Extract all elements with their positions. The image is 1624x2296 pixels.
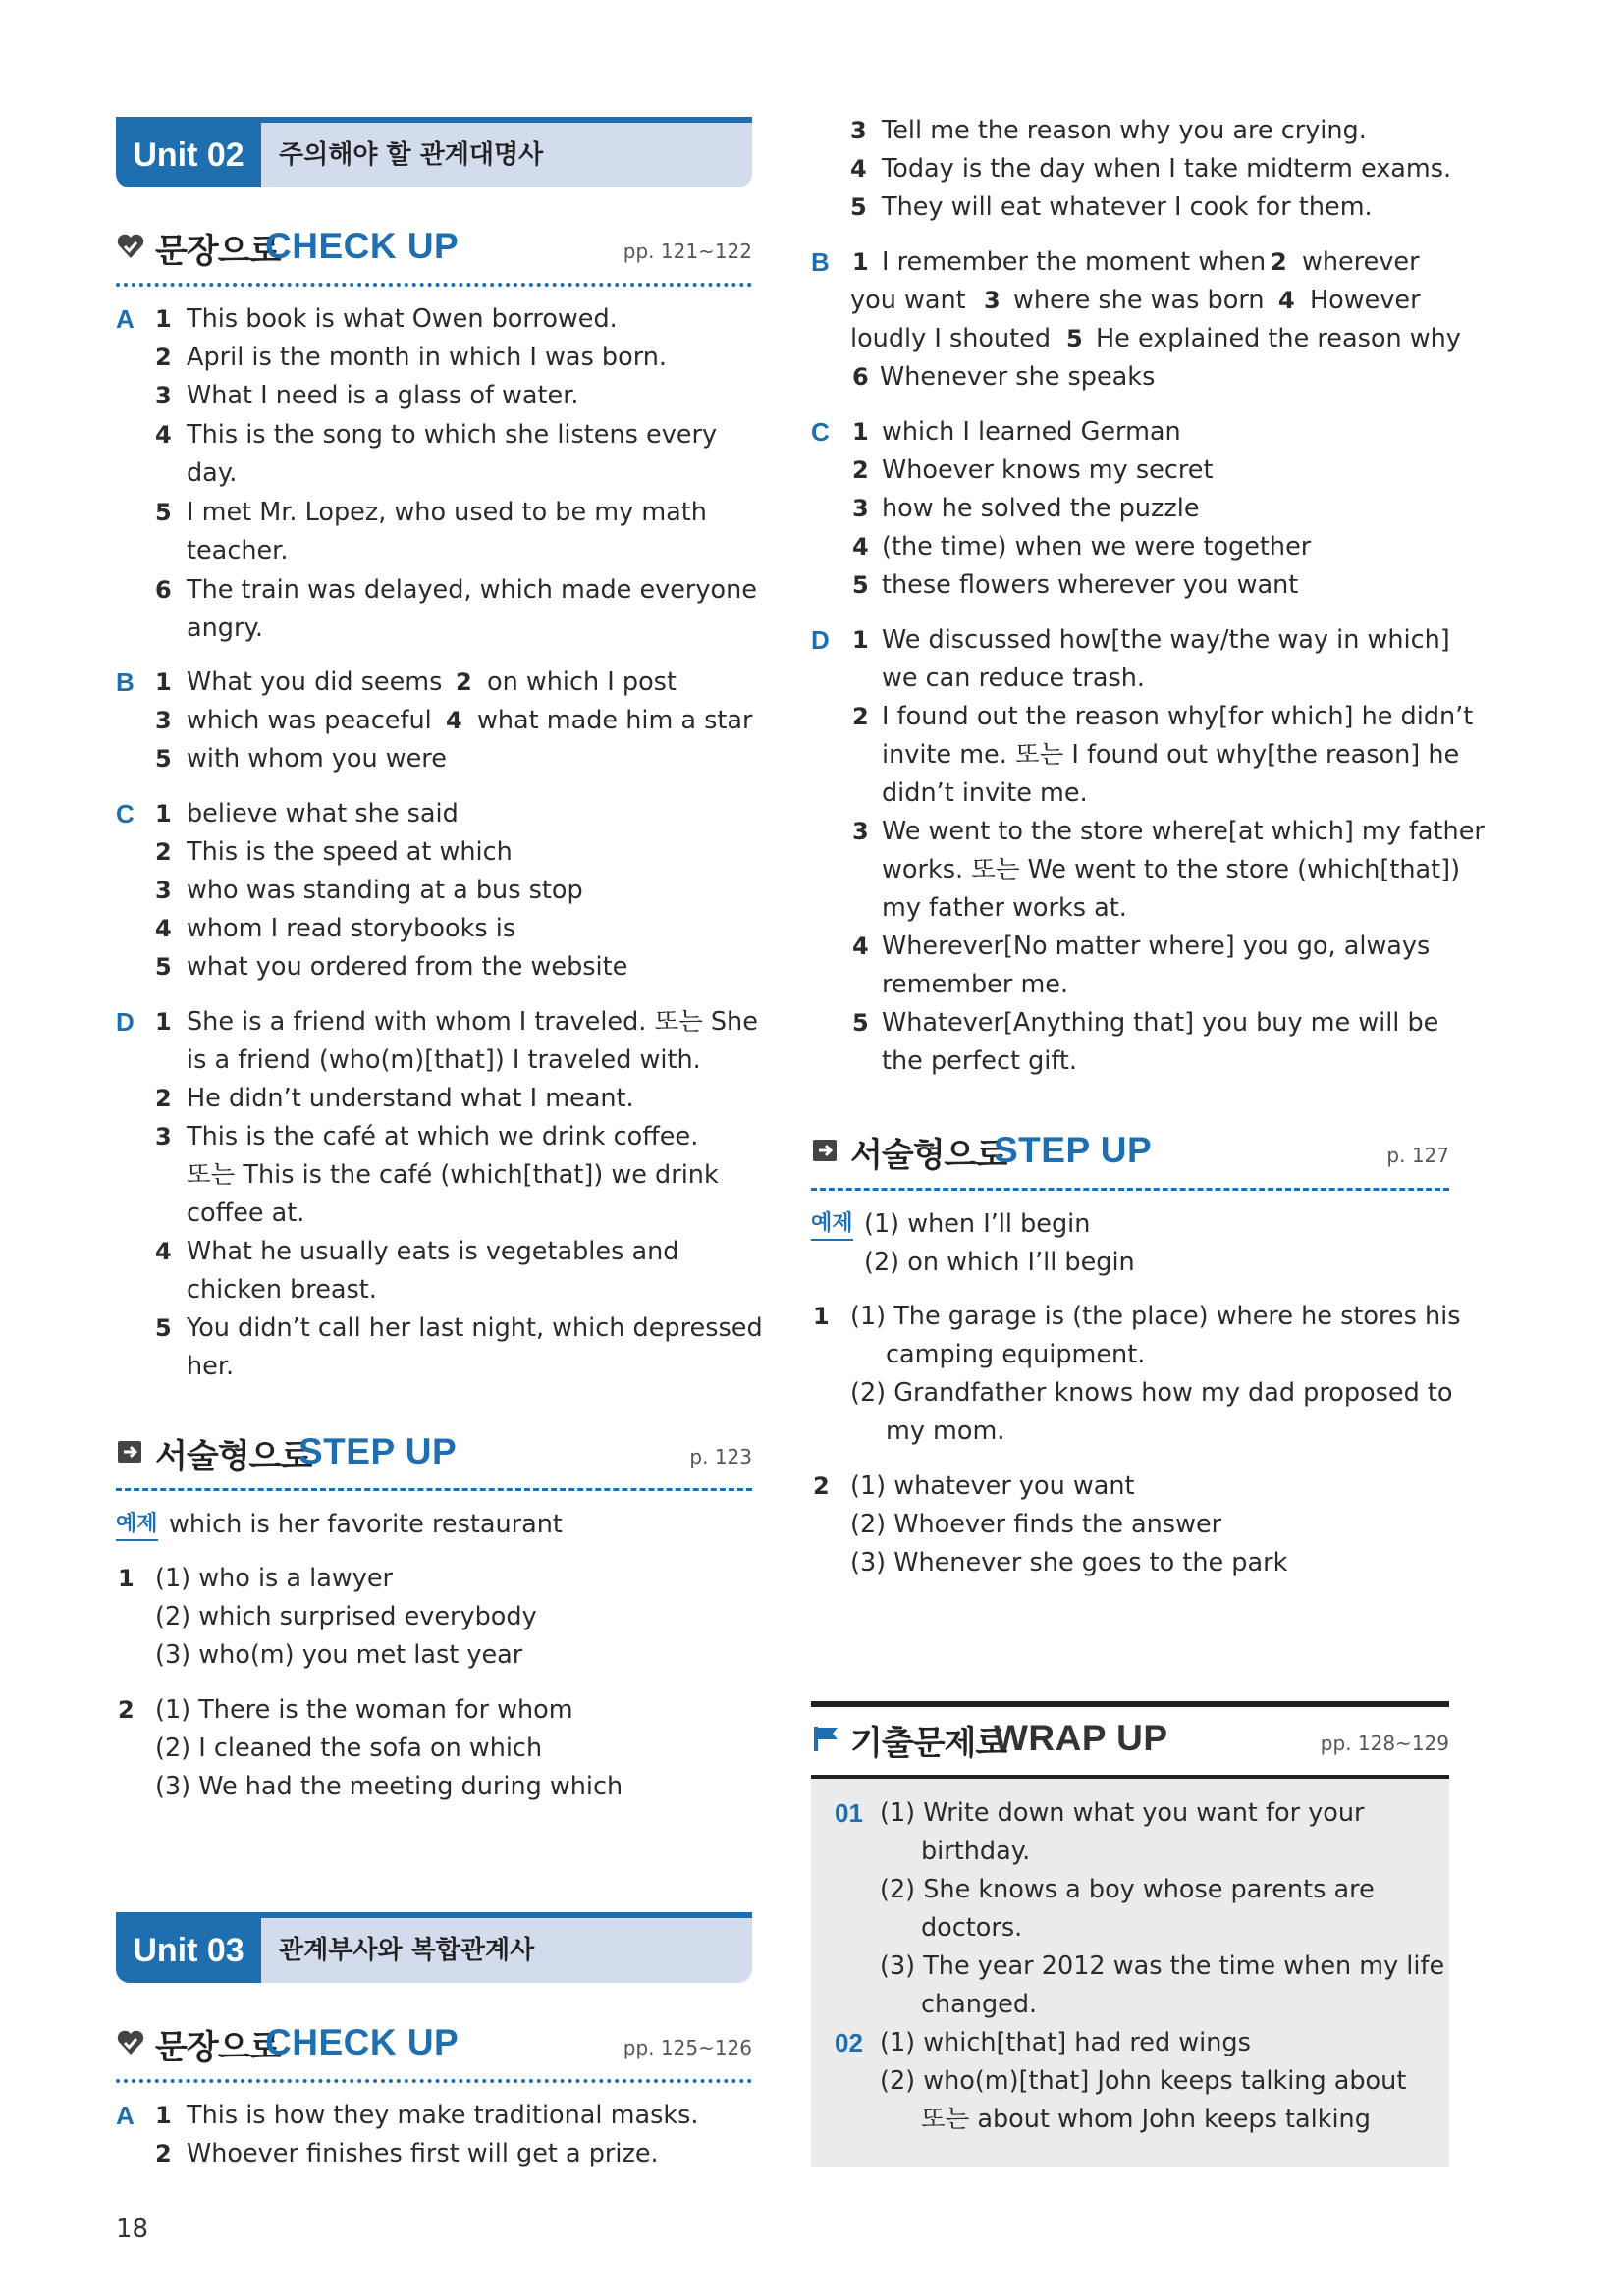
item-number: 1 (155, 800, 172, 828)
answer-line: wherever (1302, 247, 1420, 277)
answer-line: (2) She knows a boy whose parents are (880, 1875, 1375, 1904)
item-number: 3 (155, 382, 172, 409)
section-label-ko: 서술형으로 (155, 1437, 312, 1476)
item-number: 4 (850, 155, 867, 183)
arrow-box-icon (116, 1437, 145, 1467)
item-number: 4 (155, 1238, 172, 1265)
item-number: 5 (155, 1314, 172, 1342)
answer-line: invite me. 또는 I found out why[the reason] he (882, 740, 1460, 770)
answer-line: coffee at. (187, 1199, 305, 1228)
question-number: 01 (835, 1798, 863, 1828)
answer-line: You didn’t call her last night, which depressed (187, 1313, 763, 1343)
item-number: 2 (155, 2140, 172, 2167)
answer-line: (2) Whoever finds the answer (850, 1510, 1222, 1539)
item-number: 3 (984, 287, 1001, 314)
item-number: 2 (852, 456, 869, 484)
answer-line: you want (850, 286, 966, 315)
step-up-heading (811, 1122, 1449, 1181)
page-reference: p. 127 (1386, 1144, 1449, 1167)
section-label-ko: 기출문제로 (850, 1724, 1007, 1763)
answer-line: (2) who(m)[that] John keeps talking about (880, 2066, 1407, 2096)
answer-line: Wherever[No matter where] you go, always (882, 932, 1431, 961)
answer-line: the perfect gift. (882, 1046, 1078, 1076)
wrap-up-top-rule (811, 1701, 1449, 1707)
item-number: 6 (852, 363, 869, 391)
example-tag: 예제 (116, 1510, 158, 1541)
unit-title: 주의해야 할 관계대명사 (279, 140, 544, 170)
answer-line: (3) The year 2012 was the time when my life (880, 1951, 1445, 1981)
answer-line: Tell me the reason why you are crying. (882, 116, 1367, 145)
answer-line: believe what she said (187, 799, 459, 828)
section-label-ko: 문장으로 (155, 232, 281, 271)
answer-line: (3) who(m) you met last year (155, 1640, 523, 1670)
answer-line: He explained the reason why (1096, 324, 1461, 353)
answer-line: (2) which surprised everybody (155, 1602, 537, 1631)
item-number: 1 (813, 1303, 830, 1330)
example-answer: (1) when I’ll begin (864, 1209, 1091, 1239)
flag-icon (811, 1724, 840, 1753)
section-label-ko: 문장으로 (155, 2028, 281, 2067)
page-reference: p. 123 (689, 1445, 752, 1468)
item-number: 5 (155, 745, 172, 773)
heart-check-icon (116, 232, 145, 261)
answer-line: is a friend (who(m)[that]) I traveled with. (187, 1045, 701, 1075)
example-answer: (2) on which I’ll begin (864, 1248, 1135, 1277)
arrow-box-icon (811, 1136, 840, 1165)
item-number: 1 (118, 1565, 135, 1592)
answer-line: day. (187, 458, 238, 488)
page-reference: pp. 121~122 (623, 240, 752, 263)
heart-check-icon (116, 2028, 145, 2057)
answer-line: (1) which[that] had red wings (880, 2028, 1251, 2057)
section-label-en: CHECK UP (265, 2022, 460, 2062)
answer-line: which I learned German (882, 417, 1181, 447)
answer-line: my father works at. (882, 893, 1127, 923)
item-number: 2 (155, 1085, 172, 1112)
item-number: 1 (852, 626, 869, 654)
answer-line: However (1310, 286, 1421, 315)
item-number: 1 (852, 418, 869, 446)
answer-line: remember me. (882, 970, 1069, 999)
item-number: 2 (813, 1472, 830, 1500)
answer-line: He didn’t understand what I meant. (187, 1084, 634, 1113)
page-reference: pp. 128~129 (1320, 1732, 1449, 1755)
item-number: 4 (1278, 287, 1295, 314)
step-up-heading (116, 1423, 752, 1482)
part-letter: A (116, 2101, 135, 2130)
page-reference: pp. 125~126 (623, 2036, 752, 2059)
answer-line: what you ordered from the website (187, 952, 628, 982)
item-number: 2 (155, 344, 172, 371)
answer-line: She is a friend with whom I traveled. 또는 She (187, 1007, 758, 1037)
question-number: 02 (835, 2028, 863, 2057)
example-answer: which is her favorite restaurant (169, 1510, 563, 1539)
answer-line: We went to the store where[at which] my father (882, 817, 1485, 846)
check-up-heading (116, 218, 752, 277)
answer-line: (1) who is a lawyer (155, 1564, 393, 1593)
section-label-en: WRAP UP (994, 1718, 1168, 1758)
answer-line: where she was born (1013, 286, 1265, 315)
answer-line: doctors. (921, 1913, 1023, 1943)
part-letter: D (811, 625, 830, 655)
section-label-en: STEP UP (994, 1130, 1153, 1170)
example-tag: 예제 (811, 1209, 853, 1241)
answer-line: we can reduce trash. (882, 664, 1145, 693)
item-number: 4 (446, 707, 462, 734)
unit-tag: Unit 03 (116, 1918, 261, 1983)
answer-line: (1) whatever you want (850, 1471, 1135, 1501)
answer-line: 또는 about whom John keeps talking (921, 2105, 1371, 2134)
answer-line: They will eat whatever I cook for them. (882, 192, 1373, 222)
answer-line: on which I post (487, 667, 677, 697)
item-number: 6 (155, 576, 172, 604)
item-number: 5 (155, 499, 172, 526)
answer-line: birthday. (921, 1837, 1031, 1866)
part-letter: A (116, 304, 135, 334)
section-label-en: STEP UP (298, 1431, 458, 1471)
part-letter: B (116, 667, 135, 697)
answer-line: didn’t invite me. (882, 778, 1088, 808)
answer-line: (1) The garage is (the place) where he stores his (850, 1302, 1461, 1331)
item-number: 4 (155, 915, 172, 942)
answer-line: What you did seems (187, 667, 443, 697)
answer-line: We discussed how[the way/the way in which] (882, 625, 1450, 655)
item-number: 4 (852, 533, 869, 561)
answer-line: What I need is a glass of water. (187, 381, 579, 410)
answer-line: these flowers wherever you want (882, 570, 1299, 600)
answer-line: This is the café at which we drink coffee. (187, 1122, 699, 1151)
unit-03-header (116, 1912, 752, 1983)
item-number: 5 (155, 953, 172, 981)
answer-line: Today is the day when I take midterm exams. (882, 154, 1452, 184)
answer-line: with whom you were (187, 744, 447, 774)
item-number: 3 (155, 1123, 172, 1150)
answer-line: I met Mr. Lopez, who used to be my math (187, 498, 707, 527)
unit-02-header (116, 117, 752, 187)
answer-line: What he usually eats is vegetables and (187, 1237, 679, 1266)
item-number: 5 (850, 193, 867, 221)
item-number: 2 (155, 838, 172, 866)
item-number: 2 (456, 668, 472, 696)
answer-line: what made him a star (477, 706, 753, 735)
item-number: 3 (155, 877, 172, 904)
answer-line: Whatever[Anything that] you buy me will be (882, 1008, 1439, 1038)
answer-line: whom I read storybooks is (187, 914, 516, 943)
answer-line: I found out the reason why[for which] he didn’t (882, 702, 1474, 731)
answer-line: Whenever she speaks (880, 362, 1156, 392)
divider (811, 1188, 1449, 1191)
item-number: 2 (1271, 248, 1287, 276)
section-label-ko: 서술형으로 (850, 1136, 1007, 1175)
item-number: 3 (155, 707, 172, 734)
part-letter: D (116, 1007, 135, 1037)
item-number: 1 (155, 668, 172, 696)
answer-line: how he solved the puzzle (882, 494, 1200, 523)
divider (116, 2079, 752, 2083)
section-label-en: CHECK UP (265, 226, 460, 266)
item-number: 5 (852, 571, 869, 599)
answer-line: changed. (921, 1990, 1038, 2019)
unit-title: 관계부사와 복합관계사 (279, 1936, 535, 1965)
answer-line: This is the speed at which (187, 837, 513, 867)
answer-line: (the time) when we were together (882, 532, 1312, 561)
item-number: 2 (852, 703, 869, 730)
item-number: 1 (852, 248, 869, 276)
item-number: 4 (155, 421, 172, 449)
item-number: 1 (155, 305, 172, 333)
answer-line: angry. (187, 614, 264, 643)
answer-line: camping equipment. (886, 1340, 1146, 1369)
answer-line: Whoever finishes first will get a prize. (187, 2139, 659, 2168)
part-letter: C (116, 799, 135, 828)
answer-line: 또는 This is the café (which[that]) we drink (187, 1160, 719, 1190)
answer-line: her. (187, 1352, 235, 1381)
answer-line: The train was delayed, which made everyone (187, 575, 757, 605)
answer-line: works. 또는 We went to the store (which[that]) (882, 855, 1461, 884)
check-up-heading (116, 2014, 752, 2073)
answer-line: I remember the moment when (882, 247, 1267, 277)
answer-line: loudly I shouted (850, 324, 1052, 353)
answer-line: Whoever knows my secret (882, 455, 1214, 485)
answer-line: teacher. (187, 536, 289, 565)
answer-line: my mom. (886, 1416, 1005, 1446)
item-number: 3 (852, 818, 869, 845)
answer-line: (1) There is the woman for whom (155, 1695, 573, 1725)
answer-line: chicken breast. (187, 1275, 377, 1305)
answer-line: (2) I cleaned the sofa on which (155, 1734, 543, 1763)
divider (116, 283, 752, 287)
answer-line: which was peaceful (187, 706, 432, 735)
answer-line: This is how they make traditional masks. (187, 2101, 699, 2130)
item-number: 5 (852, 1009, 869, 1037)
answer-line: (1) Write down what you want for your (880, 1798, 1365, 1828)
page-number: 18 (116, 2215, 149, 2244)
item-number: 1 (155, 1008, 172, 1036)
unit-tag: Unit 02 (116, 123, 261, 187)
part-letter: B (811, 247, 830, 277)
wrap-up-heading (811, 1710, 1449, 1769)
item-number: 3 (852, 495, 869, 522)
answer-line: who was standing at a bus stop (187, 876, 583, 905)
answer-line: This book is what Owen borrowed. (187, 304, 618, 334)
item-number: 5 (1066, 325, 1083, 352)
divider (116, 1488, 752, 1491)
answer-line: (3) We had the meeting during which (155, 1772, 623, 1801)
item-number: 4 (852, 933, 869, 960)
answer-line: April is the month in which I was born. (187, 343, 668, 372)
answer-line: (2) Grandfather knows how my dad proposed to (850, 1378, 1453, 1408)
item-number: 2 (118, 1696, 135, 1724)
answer-line: (3) Whenever she goes to the park (850, 1548, 1288, 1577)
part-letter: C (811, 417, 830, 447)
item-number: 1 (155, 2102, 172, 2129)
answer-line: This is the song to which she listens every (187, 420, 718, 450)
item-number: 3 (850, 117, 867, 144)
